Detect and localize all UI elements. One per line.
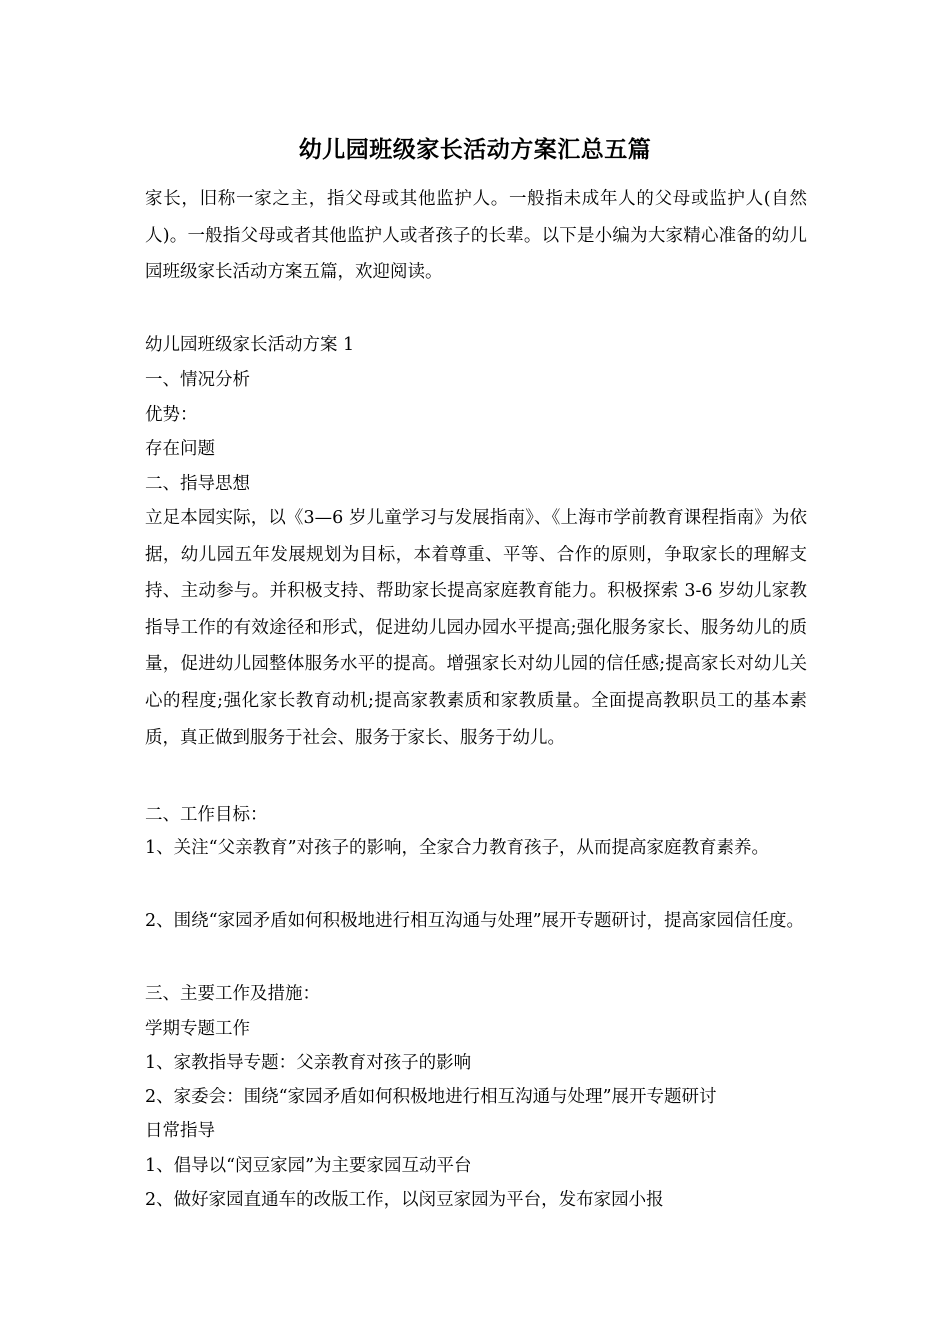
- heading-work-goals: 二、工作目标：: [145, 805, 268, 825]
- work-item-2: 2、家委会：围绕“家园矛盾如何积极地进行相互沟通与处理”展开专题研讨: [145, 1087, 717, 1107]
- problems-label: 存在问题: [145, 439, 215, 459]
- work-item-1: 1、家教指导专题：父亲教育对孩子的影响: [145, 1053, 472, 1073]
- heading-guiding-ideology: 二、指导思想: [145, 474, 250, 494]
- heading-main-work: 三、主要工作及措施：: [145, 984, 320, 1004]
- heading-situation-analysis: 一、情况分析: [145, 370, 250, 390]
- document-title: 幼儿园班级家长活动方案汇总五篇: [298, 136, 652, 163]
- daily-guidance-label: 日常指导: [145, 1121, 215, 1141]
- daily-item-2: 2、做好家园直通车的改版工作，以闵豆家园为平台，发布家园小报: [145, 1190, 664, 1210]
- section-title: 幼儿园班级家长活动方案 1: [145, 335, 355, 355]
- advantage-label: 优势：: [145, 405, 198, 425]
- daily-item-1: 1、倡导以“闵豆家园”为主要家园互动平台: [145, 1156, 472, 1176]
- guiding-paragraph: 立足本园实际，以《3—6 岁儿童学习与发展指南》、《上海市学前教育课程指南》为依据，幼儿园五年发展规划为目标，本着尊重、平等、合作的原则，争取家长的理解支持、主动参与。并积极支持、帮助家长提高家庭教育能力。积极探索 3-6 岁幼儿家教指导工作的有效途径和形式，促进幼儿园办园水平提高;强化服务家长、服务幼儿的质量，促进幼儿园整体服务水平的提高。增强家长对幼儿园的信任感;提高家长对幼儿关心的程度;强化家长教育动机;提高家教素质和家教质量。全面提高教职员工的基本素质，真正做到服务于社会、服务于家长、服务于幼儿。: [145, 508, 807, 748]
- semester-topic-label: 学期专题工作: [145, 1019, 250, 1039]
- intro-paragraph: 家长，旧称一家之主，指父母或其他监护人。一般指未成年人的父母或监护人(自然人)。一般指父母或者其他监护人或者孩子的长辈。以下是小编为大家精心准备的幼儿园班级家长活动方案五篇，欢迎阅读。: [145, 189, 807, 282]
- goal-item-2: 2、围绕“家园矛盾如何积极地进行相互沟通与处理”展开专题研讨，提高家园信任度。: [145, 911, 805, 931]
- goal-item-1: 1、关注“父亲教育”对孩子的影响，全家合力教育孩子，从而提高家庭教育素养。: [145, 838, 770, 858]
